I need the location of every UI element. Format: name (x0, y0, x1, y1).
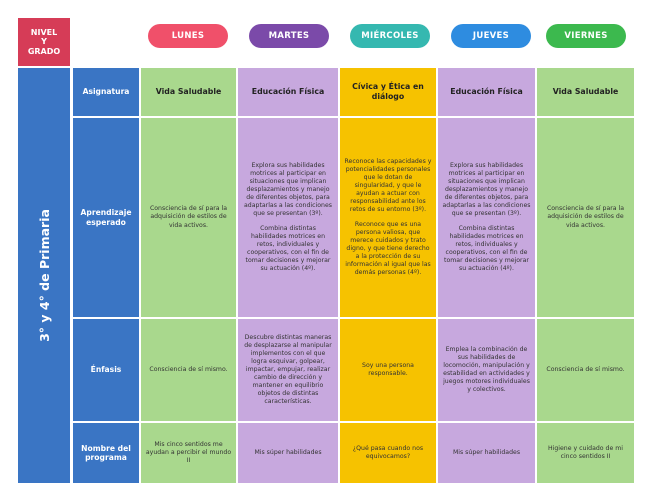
grade-sidebar (18, 68, 70, 483)
programa-martes: Mis súper habilidades (238, 423, 338, 483)
day-pill-viernes: VIERNES (546, 24, 626, 48)
enfasis-jueves: Emplea la combinación de sus habilidades de locomoción, manipulación y estabilidad en actividades y juegos motores individuales y colectivos. (438, 319, 535, 421)
aprendizaje-jueves-3: Explora sus habilidades motrices al participar en situaciones que implican desplazamientos y manejo de diferentes objetos, para adaptarlas a las condiciones que se presentan (3º). (442, 161, 531, 217)
aprendizaje-miercoles-3: Reconoce las capacidades y potencialidades personales que le dotan de singularidad, y que le ayudan a actuar con responsabilidad ante los retos de su entorno (3º). (344, 157, 432, 213)
programa-lunes: Mis cinco sentidos me ayudan a percibir el mundo II (141, 423, 236, 483)
enfasis-viernes: Consciencia de sí mismo. (537, 319, 634, 421)
aprendizaje-lunes: Consciencia de sí para la adquisición de estilos de vida activos. (141, 118, 236, 317)
aprendizaje-martes-4: Combina distintas habilidades motrices en retos, individuales y cooperativos, con el fin de tomar decisiones y mejorar su actuación (4º). (245, 225, 331, 273)
row-header-programa: Nombre del programa (73, 423, 139, 483)
day-pill-jueves: JUEVES (451, 24, 531, 48)
aprendizaje-jueves-4: Combina distintas habilidades motrices en retos, individuales y cooperativos, con el fin de tomar decisiones y mejorar su actuación (4º). (444, 225, 529, 273)
nivel-line-2: Y (41, 37, 47, 47)
asignatura-martes: Educación Física (238, 68, 338, 116)
asignatura-viernes: Vida Saludable (537, 68, 634, 116)
day-pill-lunes: LUNES (148, 24, 228, 48)
enfasis-miercoles: Soy una persona responsable. (340, 319, 436, 421)
enfasis-lunes: Consciencia de sí mismo. (141, 319, 236, 421)
aprendizaje-martes-3: Explora sus habilidades motrices al participar en situaciones que implican desplazamientos y manejo de diferentes objetos, para adaptarlas a las condiciones que se presentan (3º). (244, 161, 332, 217)
row-header-aprendizaje: Aprendizaje esperado (73, 118, 139, 317)
asignatura-jueves: Educación Física (438, 68, 535, 116)
programa-miercoles: ¿Qué pasa cuando nos equivocamos? (340, 423, 436, 483)
enfasis-martes: Descubre distintas maneras de desplazarse al manipular implementos con el que logra esquivar, golpear, impactar, empujar, realizar cambio de dirección y mantener en equilibrio objetos de distintas características. (238, 319, 338, 421)
day-pill-martes: MARTES (249, 24, 329, 48)
nivel-line-1: NIVEL (30, 27, 58, 37)
aprendizaje-miercoles-4: Reconoce que es una persona valiosa, que merece cuidados y trato digno, y que tiene derecho a la protección de su información al igual que las demás personas (4º). (345, 221, 431, 277)
day-pill-miercoles: MIÉRCOLES (350, 24, 430, 48)
aprendizaje-miercoles (340, 118, 436, 317)
programa-viernes: Higiene y cuidado de mi cinco sentidos II (537, 423, 634, 483)
nivel-line-3: GRADO (27, 46, 61, 56)
grade-label: 3° y 4° de Primaria (36, 209, 52, 342)
asignatura-miercoles: Cívica y Ética en diálogo (340, 68, 436, 116)
nivel-grado-header (18, 18, 70, 66)
row-header-asignatura: Asignatura (73, 68, 139, 116)
row-header-enfasis: Énfasis (73, 319, 139, 421)
aprendizaje-jueves (438, 118, 535, 317)
aprendizaje-martes (238, 118, 338, 317)
asignatura-lunes: Vida Saludable (141, 68, 236, 116)
aprendizaje-viernes: Consciencia de sí para la adquisición de estilos de vida activos. (537, 118, 634, 317)
programa-jueves: Mis súper habilidades (438, 423, 535, 483)
